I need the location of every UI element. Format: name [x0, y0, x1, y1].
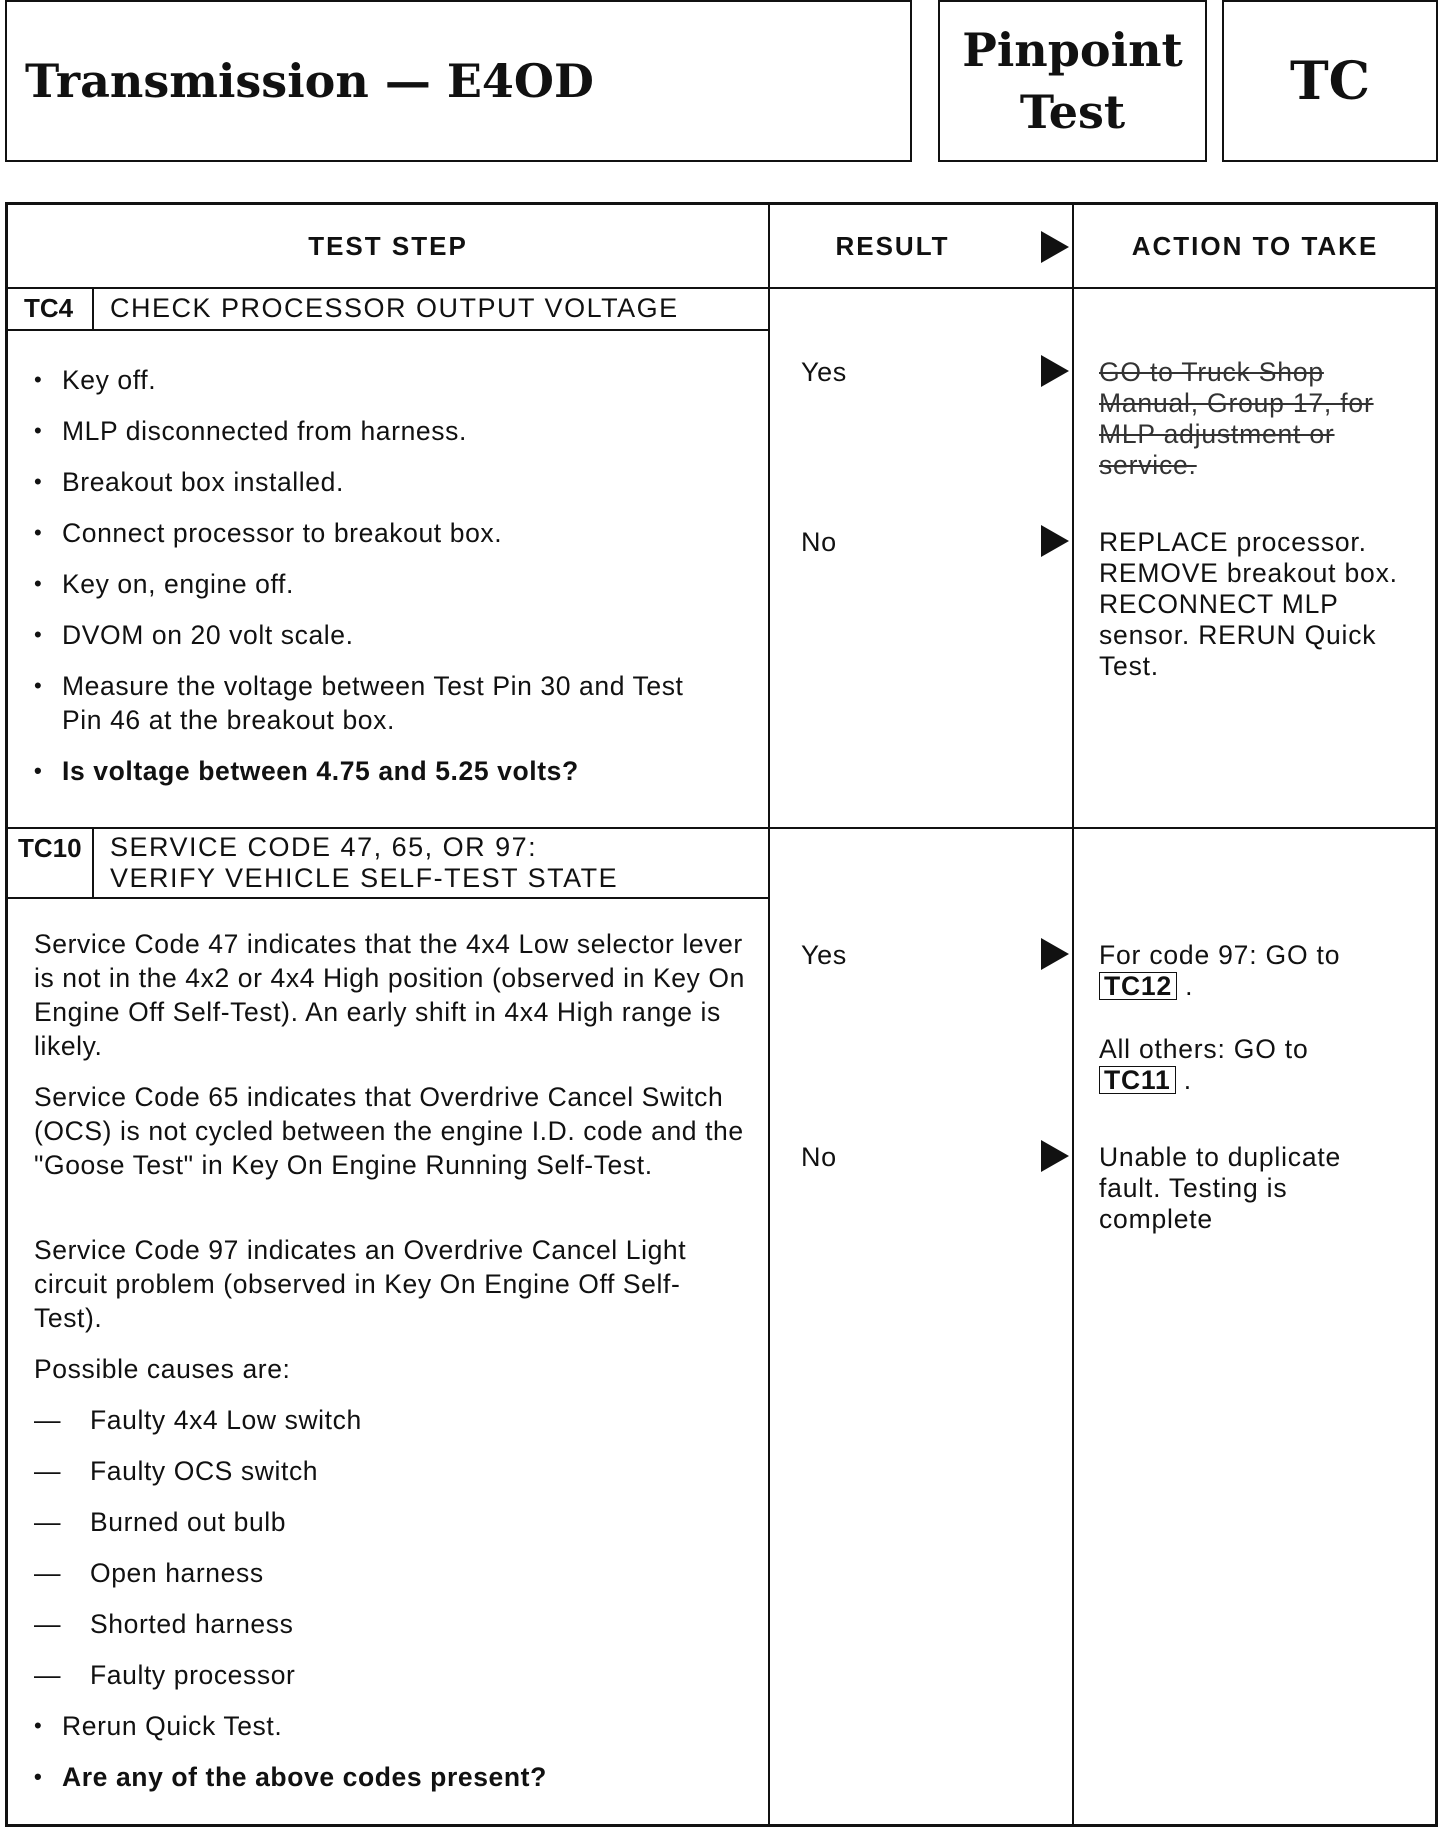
- tc4-no-action: REPLACE processor. REMOVE breakout box. RECONNECT MLP sensor. RERUN Quick Test.: [1099, 527, 1398, 681]
- section-code: TC: [1289, 50, 1371, 112]
- tc10-no-label: No: [801, 1142, 837, 1172]
- tc10-cause-4: — Open harness: [34, 1556, 264, 1590]
- tc10-paragraph-3: Service Code 97 indicates an Overdrive Cancel Light circuit problem (observed in Key On Engine Off Self-Test).: [34, 1235, 687, 1333]
- column-divider-result: [768, 205, 770, 1825]
- tc4-yes-action: GO to Truck Shop Manual, Group 17, for MLP adjustment or service.: [1099, 357, 1374, 480]
- tc4-bullet-3: • Breakout box installed.: [34, 465, 762, 499]
- tc4-bullet-7: • Measure the voltage between Test Pin 30 and Test Pin 46 at the breakout box.: [34, 669, 702, 737]
- tc10-yes-action-others: All others: GO to TC11 .: [1099, 1034, 1309, 1095]
- tc10-no-action: Unable to duplicate fault. Testing is complete: [1099, 1142, 1342, 1234]
- tc4-question: • Is voltage between 4.75 and 5.25 volts?: [34, 754, 762, 788]
- tc10-id-divider: [92, 829, 94, 897]
- tc10-yes-action-others-text: All others: GO to: [1099, 1034, 1309, 1064]
- tc10-step-title-line1: SERVICE CODE 47, 65, OR 97:: [110, 832, 538, 862]
- tc10-cause-1: — Faulty 4x4 Low switch: [34, 1403, 362, 1437]
- tc4-bullet-2: • MLP disconnected from harness.: [34, 414, 762, 448]
- tc10-paragraph-1: Service Code 47 indicates that the 4x4 Low selector lever is not in the 4x2 or 4x4 High position (observed in Key On Engine Off Self-Test). An early shift in 4x4 High range is likely.: [34, 929, 745, 1061]
- tc10-yes-arrow-icon: [1041, 938, 1069, 970]
- tc4-title-underline: [8, 329, 768, 331]
- result-header-arrow-icon: [1041, 231, 1069, 263]
- tc4-bullet-4: • Connect processor to breakout box.: [34, 516, 762, 550]
- tc4-id-divider: [92, 289, 94, 329]
- tc10-yes-action-97-text: For code 97: GO to: [1099, 940, 1341, 970]
- tc10-no-arrow-icon: [1041, 1140, 1069, 1172]
- column-header-result: RESULT: [835, 230, 950, 261]
- tc10-yes-action-97: For code 97: GO to TC12 .: [1099, 940, 1341, 1001]
- tc10-yes-label: Yes: [801, 940, 847, 970]
- tc10-cause-2: — Faulty OCS switch: [34, 1454, 318, 1488]
- row-divider: [8, 827, 1436, 829]
- tc10-cause-5: — Shorted harness: [34, 1607, 293, 1641]
- tc4-yes-arrow-icon: [1041, 355, 1069, 387]
- tc4-no-arrow-icon: [1041, 525, 1069, 557]
- pinpoint-test-box: [938, 0, 1207, 162]
- tc10-ref-tc12: TC12: [1099, 972, 1177, 1000]
- tc10-step-id: TC10: [18, 833, 82, 863]
- tc4-bullet-6: • DVOM on 20 volt scale.: [34, 618, 762, 652]
- tc10-rerun: • Rerun Quick Test.: [34, 1709, 762, 1743]
- document-title: Transmission — E4OD: [25, 54, 594, 108]
- tc10-title-underline: [8, 897, 768, 899]
- tc10-paragraph-2: Service Code 65 indicates that Overdrive Cancel Switch (OCS) is not cycled between the engine I.D. code and the "Goose Test" in Key On Engine Running Self-Test.: [34, 1082, 744, 1180]
- tc10-ref-tc11: TC11: [1099, 1066, 1176, 1094]
- tc10-step-title-line2: VERIFY VEHICLE SELF-TEST STATE: [110, 863, 619, 893]
- tc10-causes-intro: Possible causes are:: [34, 1354, 291, 1384]
- document-title-box: [5, 0, 912, 162]
- test-label: Test: [1019, 85, 1126, 139]
- tc4-yes-label: Yes: [801, 357, 847, 387]
- pinpoint-test-table: [5, 202, 1438, 1827]
- section-code-box: [1222, 0, 1438, 162]
- tc10-cause-3: — Burned out bulb: [34, 1505, 286, 1539]
- tc4-step-id: TC4: [24, 293, 74, 323]
- pinpoint-label: Pinpoint: [962, 23, 1183, 77]
- tc10-cause-6: — Faulty processor: [34, 1658, 295, 1692]
- tc4-bullet-1: • Key off.: [34, 363, 762, 397]
- tc4-no-label: No: [801, 527, 837, 557]
- header-divider: [8, 287, 1436, 289]
- column-header-test-step: TEST STEP: [308, 230, 468, 261]
- tc10-question: • Are any of the above codes present?: [34, 1760, 762, 1794]
- tc4-bullet-5: • Key on, engine off.: [34, 567, 762, 601]
- column-header-action: ACTION TO TAKE: [1131, 230, 1379, 261]
- tc4-step-title: CHECK PROCESSOR OUTPUT VOLTAGE: [110, 293, 679, 323]
- column-divider-action: [1072, 205, 1074, 1825]
